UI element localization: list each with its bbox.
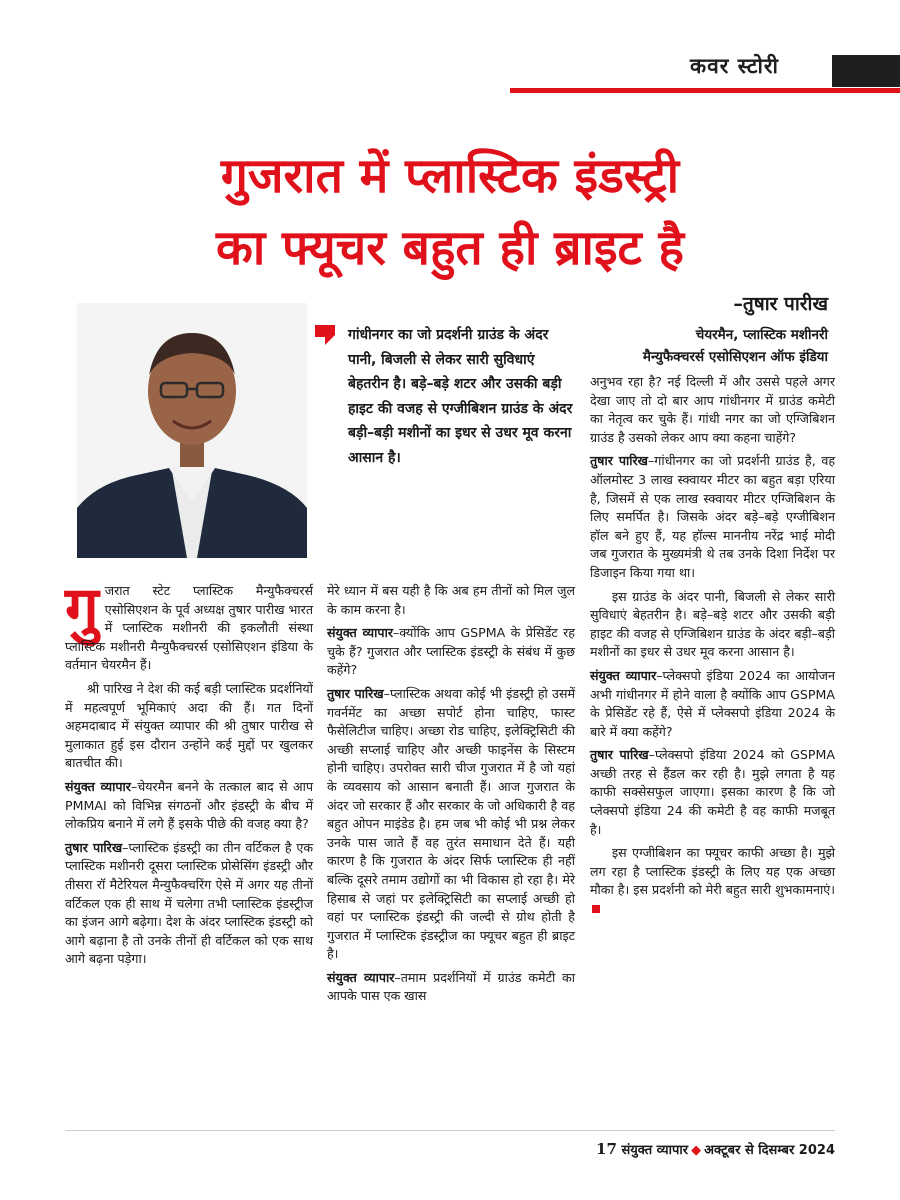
pull-quote: गांधीनगर का जो प्रदर्शनी ग्राउंड के अंदर पानी, बिजली से लेकर सारी सुविधाएं बेहतरीन है। बड़े–बड़े शटर और उसकी बड़ी हाइट की वजह से एग्जीबिशन ग्राउंड के अंदर बड़ी–बड़ी मशीनों का इधर से उधर मूव करना आसान है। <box>348 327 573 466</box>
answer-text: –प्लास्टिक अथवा कोई भी इंडस्ट्री हो उसमें गवर्नमेंट का अच्छा सपोर्ट होना चाहिए, फास्ट फैसेलिटीज चाहिए। अच्छा रोड चाहिए, इलेक्ट्रिसिटी की अच्छी सप्लाई चाहिए और अच्छी फाइनेंस के सिस्टम होनी चाहिए। उपरोक्त सारी चीज गुजरात में है जो यहां के व्यवसाय को आसान बनाती हैं। आज गुजरात के अंदर जो सरकार हैं और सरकार के जो अधिकारी है वह बहुत ओपन माइंडेड है। हम जब भी कोई भी प्रश्न लेकर उनके पास जाते हैं वह तुरंत समाधान देते हैं। यही कारण है कि गुजरात के अंदर सिर्फ प्लास्टिक ही नहीं बल्कि दूसरे तमाम उद्योगों का भी विकास हो रहा है। मेरे हिसाब से जहां पर इलेक्ट्रिसिटी का सप्लाई अच्छी हो वहां पर प्लास्टिक इंडस्ट्री की जल्दी से ग्रोथ होती है गुजरात में प्लास्टिक इंडस्ट्रीज का फ्यूचर बहुत ही ब्राइट है। <box>327 685 575 962</box>
headline-line2: का फ्यूचर बहुत ही ब्राइट है <box>216 220 684 276</box>
answer-label: तुषार पारिख <box>65 839 123 855</box>
question-label: संयुक्त व्यापार <box>590 667 657 683</box>
portrait-illustration <box>77 303 307 558</box>
page-number: 17 <box>596 1140 617 1158</box>
article-intro: जरात स्टेट प्लास्टिक मैन्युफैक्चरर्स एसोसिएशन के पूर्व अध्यक्ष तुषार पारीख भारत में प्लास्टिक मशीनरी की इकलौती संस्था प्लास्टिक मशीनरी मैन्युफैक्चरर्स एसोसिएशन इंडिया के वर्तमान चेयरमैन हैं। <box>65 583 313 673</box>
interview-answer <box>590 746 835 839</box>
headline <box>0 140 900 284</box>
section-block <box>832 55 900 87</box>
article-paragraph: इस ग्राउंड के अंदर पानी, बिजली से लेकर सारी सुविधाएं बेहतरीन है। बड़े–बड़े शटर और उसकी बड़ी हाइट की वजह से एग्जिबिशन ग्राउंड के अंदर बड़ी–बड़ी मशीनों का इधर से उधर मूव करना आसान है। <box>590 588 835 660</box>
byline <box>643 290 828 368</box>
byline-name: –तुषार पारीख <box>733 293 828 315</box>
article-column-3 <box>590 373 835 924</box>
quote-mark-icon <box>313 323 337 347</box>
issue-date: अक्टूबर से दिसम्बर 2024 <box>704 1143 835 1158</box>
answer-label: तुषार पारिख <box>590 747 649 763</box>
interview-answer <box>327 685 575 964</box>
question-text: –तमाम प्रदर्शनियों में ग्राउंड कमेटी का आपके पास एक खास <box>327 969 575 1004</box>
portrait-photo <box>77 303 307 558</box>
drop-cap: गु <box>65 574 99 644</box>
publication-name: संयुक्त व्यापार <box>621 1143 689 1158</box>
question-text: –प्लेक्सपो इंडिया 2024 का आयोजन अभी गांधीनगर में होने वाला है क्योंकि आप GSPMA के प्रेसिडेंट रहे हैं, ऐसे में प्लेक्सपो इंडिया 2024 के बारे में क्या कहेंगे? <box>590 667 835 739</box>
question-text: –चेयरमैन बनने के तत्काल बाद से आप PMMAI को विभिन्न संगठनों और इंडस्ट्री के बीच में लोकप्रिय बनाने में लगे हैं इसके पीछे की वजह क्या है? <box>65 778 313 832</box>
closing-text: इस एग्जीबिशन का फ्यूचर काफी अच्छा है। मुझे लग रहा है प्लास्टिक इंडस्ट्री के लिए यह एक अच्छा मौका है। इस प्रदर्शनी को मेरी बहुत सारी शुभकामनाएं। <box>590 845 835 898</box>
interview-answer <box>590 452 835 582</box>
interview-question <box>590 667 835 741</box>
answer-text: –प्लास्टिक इंडस्ट्री का तीन वर्टिकल है एक प्लास्टिक मशीनरी दूसरा प्लास्टिक प्रोसेसिंग इंडस्ट्री और तीसरा रॉ मैटेरियल मैन्युफैक्चरिंग ऐसे में अगर यह तीनों वर्टिकल एक ही साथ में चलेगा तभी प्लास्टिक इंडस्ट्रीज का इंजन आगे बढ़ेगा। देश के अंदर प्लास्टिक इंडस्ट्री को आगे बढ़ाना है तो उनके तीनों ही वर्टिकल को एक साथ आगे बढ़ना पड़ेगा। <box>65 839 313 967</box>
footer-rule <box>65 1130 835 1131</box>
interview-question <box>65 778 313 834</box>
byline-role-line2: मैन्युफैक्चरर्स एसोसिएशन ऑफ इंडिया <box>642 349 828 365</box>
section-label: कवर स्टोरी <box>690 54 779 78</box>
answer-label: तुषार पारिख <box>327 685 384 701</box>
page-footer <box>596 1140 835 1158</box>
byline-role <box>643 324 828 368</box>
answer-label: तुषार पारिख <box>590 453 648 469</box>
interview-question <box>327 969 575 1006</box>
question-label: संयुक्त व्यापार <box>327 625 393 641</box>
article-column-1 <box>65 574 313 974</box>
article-column-2 <box>327 582 575 1011</box>
end-square-icon <box>592 905 600 913</box>
question-text: –क्योंकि आप GSPMA के प्रेसिडेंट रह चुके हैं? गुजरात और प्लास्टिक इंडस्ट्री के संबंध में कुछ कहेंगे? <box>327 625 575 678</box>
answer-text: –गांधीनगर का जो प्रदर्शनी ग्राउंड है, वह ऑलमोस्ट 3 लाख स्क्वायर मीटर का बहुत बड़ा एरिया है, जिसमें से एक लाख स्क्वायर मीटर एग्जिबिशन के लिए समर्पित है। जिसके अंदर बड़े–बड़े एग्जीबिशन हॉल बने हुए हैं, यह हॉल्स माननीय नरेंद्र भाई मोदी जब गुजरात के मुख्यमंत्री थे तब उनके दिशा निर्देश पर डिजाइन किया गया था। <box>590 453 836 580</box>
question-label: संयुक्त व्यापार <box>65 778 131 794</box>
diamond-icon: ◆ <box>691 1143 702 1158</box>
article-paragraph: मेरे ध्यान में बस यही है कि अब हम तीनों को मिल जुल के काम करना है। <box>327 583 575 617</box>
interview-answer <box>65 839 313 969</box>
article-paragraph: श्री पारिख ने देश की कई बड़ी प्लास्टिक प्रदर्शनियों में महत्वपूर्ण भूमिकाएं अदा की हैं। गत दिनों अहमदाबाद में संयुक्त व्यापार की श्री तुषार पारीख से मुलाकात हुई इस दौरान उन्होंने कई मुद्दों पर खुलकर बातचीत की। <box>65 680 313 771</box>
headline-line1: गुजरात में प्लास्टिक इंडस्ट्री <box>220 148 680 204</box>
question-label: संयुक्त व्यापार <box>327 969 395 985</box>
article-closing <box>590 844 835 918</box>
byline-role-line1: चेयरमैन, प्लास्टिक मशीनरी <box>695 327 828 343</box>
article-paragraph: अनुभव रहा है? नई दिल्ली में और उससे पहले अगर देखा जाए तो दो बार आप गांधीनगर में ग्राउंड कमेटी का नेतृत्व कर चुके हैं। गांधी नगर का जो एग्जिबिशन ग्राउंड है उसको लेकर आप क्या कहना चाहेंगे? <box>590 374 835 445</box>
answer-text: –प्लेक्सपो इंडिया 2024 को GSPMA अच्छी तरह से हैंडल कर रही है। मुझे लगता है यह काफी सक्सेसफुल जाएगा। इसका कारण है कि जो प्लेक्सपो इंडिया 24 की कमेटी है वह काफी मजबूत है। <box>590 747 836 837</box>
header-rule <box>510 88 900 93</box>
interview-question <box>327 624 575 680</box>
